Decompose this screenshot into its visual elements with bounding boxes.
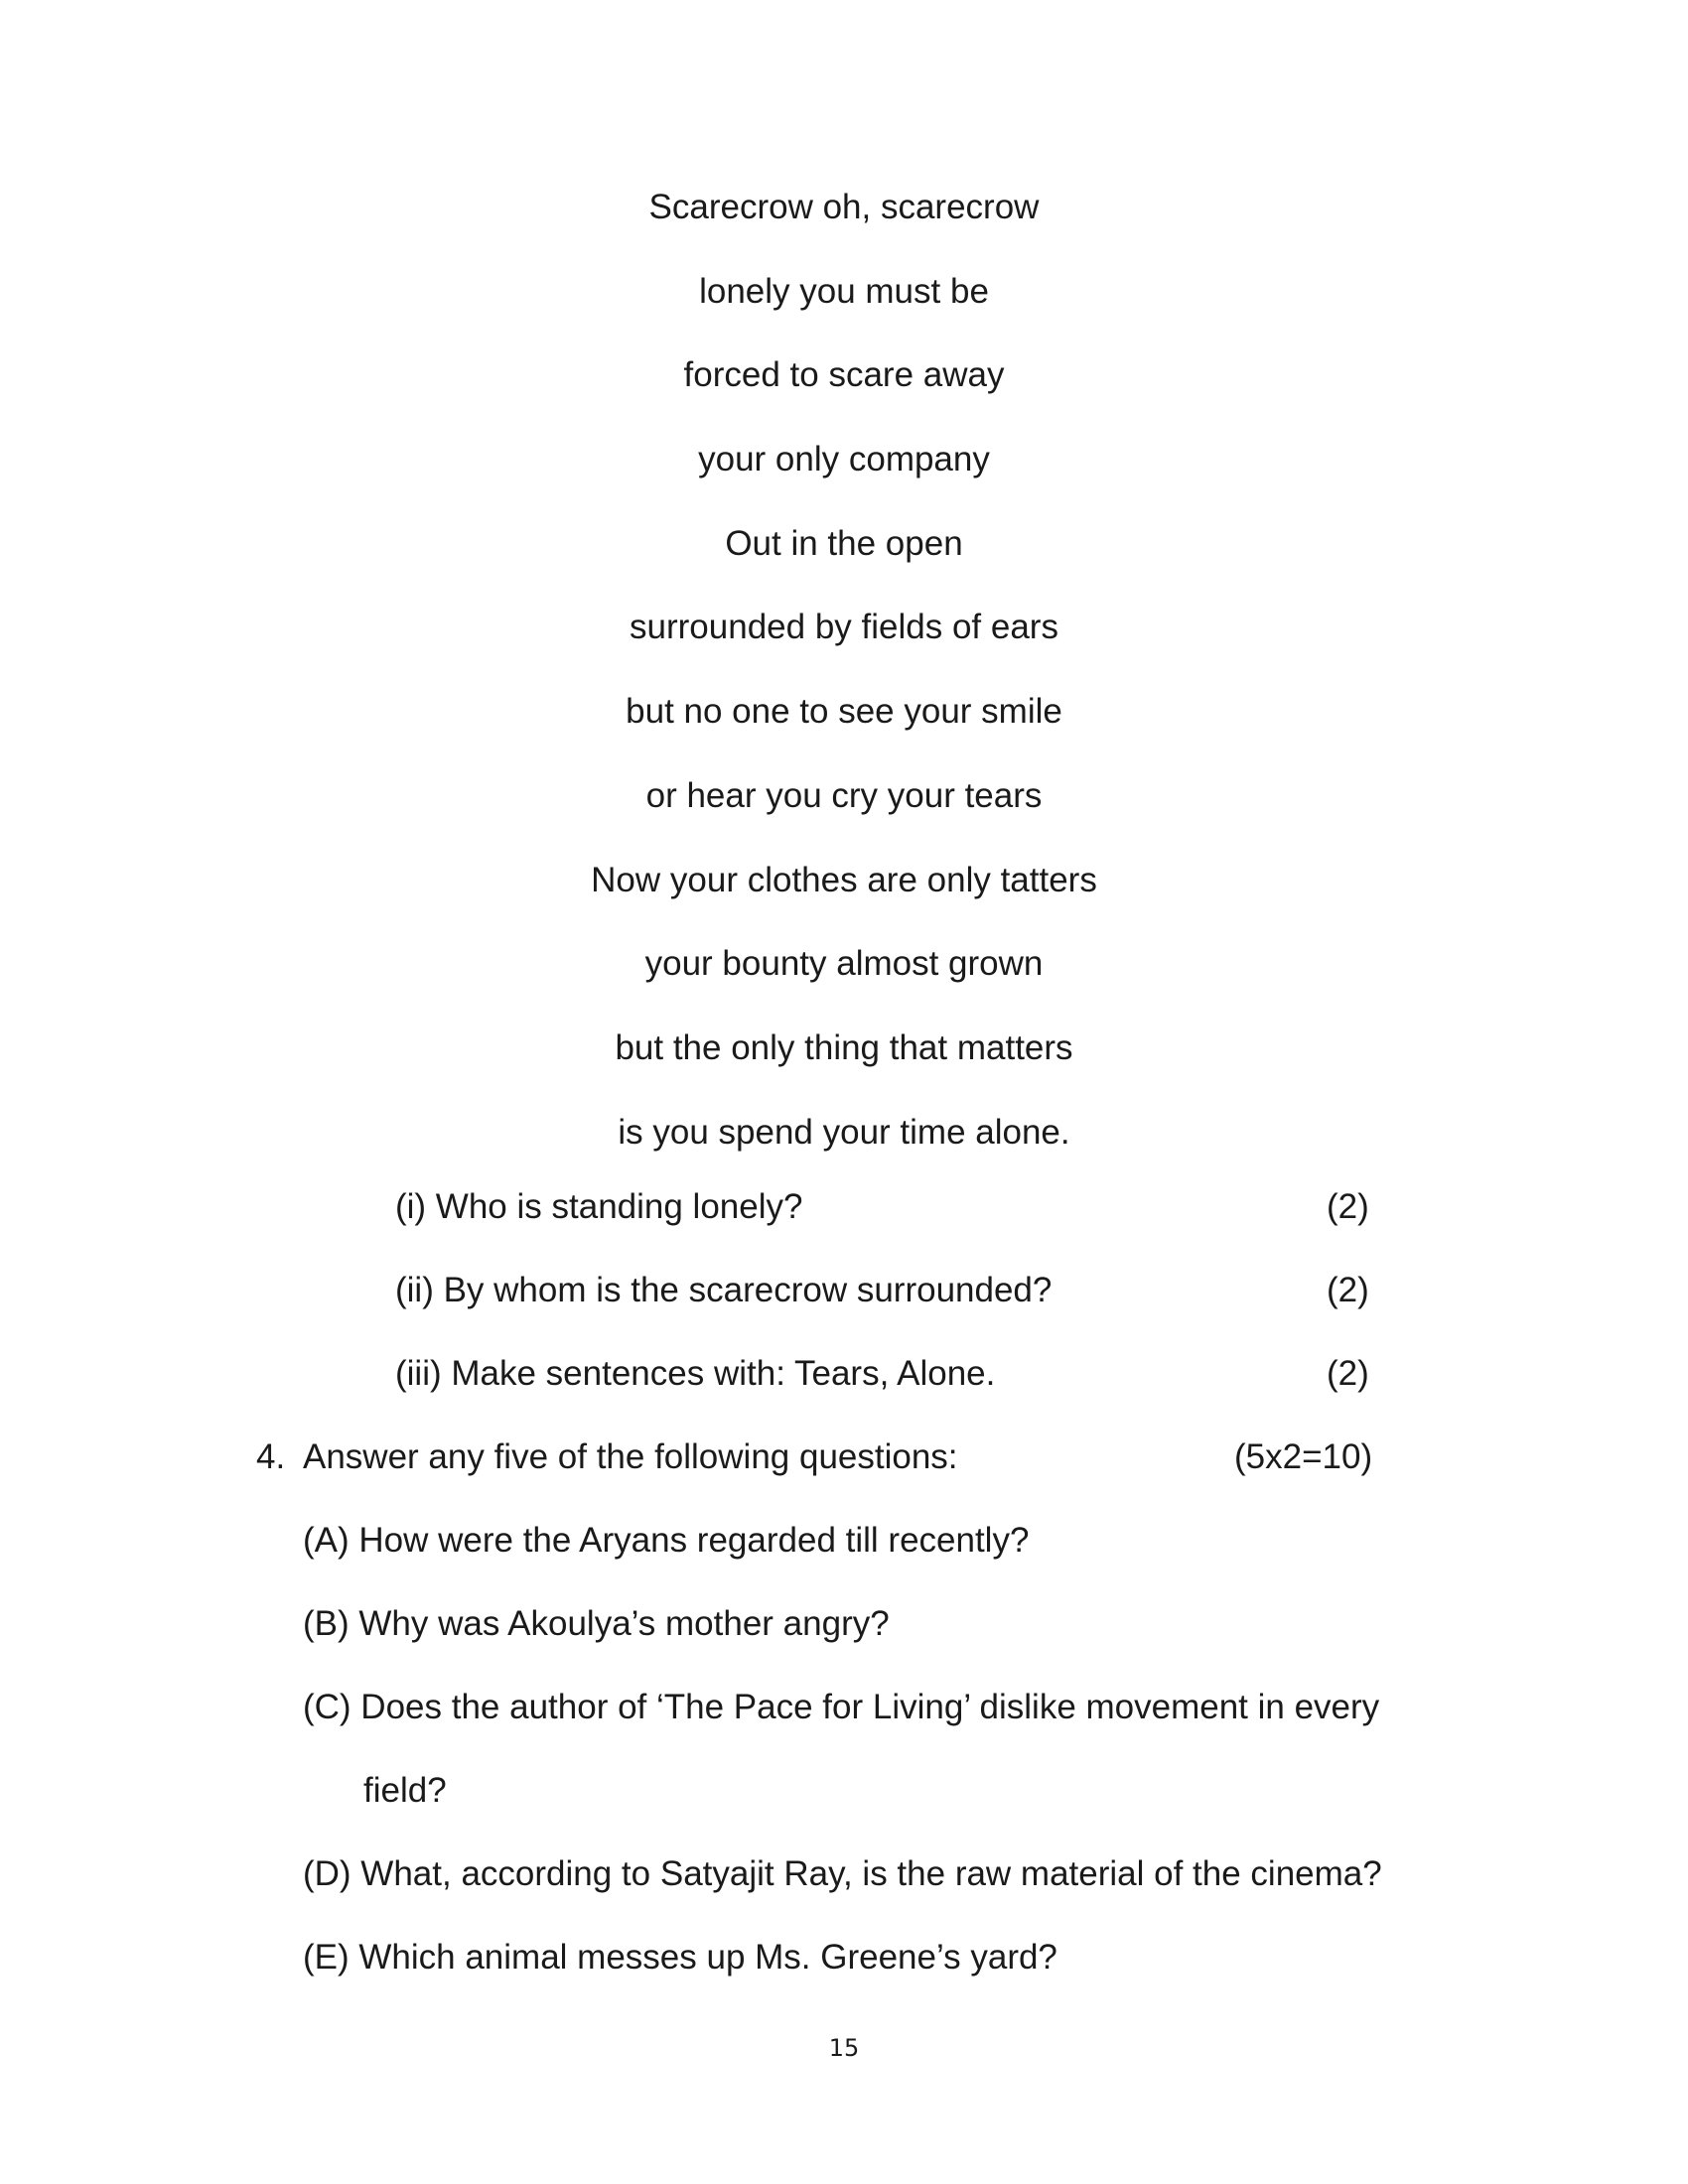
poem-line: Scarecrow oh, scarecrow — [648, 188, 1040, 226]
sub-question-ii-marks: (2) — [1327, 1271, 1369, 1309]
question-4-heading: Answer any five of the following questions: — [303, 1437, 958, 1476]
poem-line: forced to scare away — [683, 355, 1005, 395]
poem-line: your only company — [698, 440, 990, 479]
poem-line: surrounded by fields of ears — [630, 608, 1058, 647]
poem-line: Out in the open — [725, 523, 963, 563]
poem-line: Now your clothes are only tatters — [591, 860, 1097, 899]
question-4-item-c: (C) Does the author of ‘The Pace for Living’ dislike movement in every — [303, 1688, 1380, 1726]
sub-question-i: (i) Who is standing lonely? — [395, 1187, 803, 1226]
question-4-item-c-continued: field? — [363, 1771, 447, 1810]
poem-line: but the only thing that matters — [615, 1027, 1073, 1067]
poem — [0, 171, 1688, 1179]
question-4-item-d: (D) What, according to Satyajit Ray, is the raw material of the cinema? — [303, 1854, 1382, 1893]
sub-question-ii: (ii) By whom is the scarecrow surrounded? — [395, 1271, 1053, 1309]
sub-question-iii: (iii) Make sentences with: Tears, Alone. — [395, 1354, 996, 1393]
question-4-number: 4. — [256, 1437, 286, 1476]
question-4-item-e: (E) Which animal messes up Ms. Greene’s yard? — [303, 1938, 1057, 1977]
poem-line: or hear you cry your tears — [645, 775, 1043, 815]
question-4-marks: (5x2=10) — [1234, 1437, 1373, 1476]
poem-line: your bounty almost grown — [644, 944, 1044, 984]
question-4-item-b: (B) Why was Akoulya’s mother angry? — [303, 1604, 890, 1643]
sub-question-i-marks: (2) — [1327, 1187, 1369, 1226]
poem-line: is you spend your time alone. — [618, 1112, 1070, 1152]
sub-question-iii-marks: (2) — [1327, 1354, 1369, 1393]
question-4-item-a: (A) How were the Aryans regarded till recently? — [303, 1521, 1030, 1560]
poem-line: lonely you must be — [699, 271, 989, 311]
poem-line: but no one to see your smile — [626, 692, 1062, 732]
page-number: 15 — [828, 2034, 860, 2062]
